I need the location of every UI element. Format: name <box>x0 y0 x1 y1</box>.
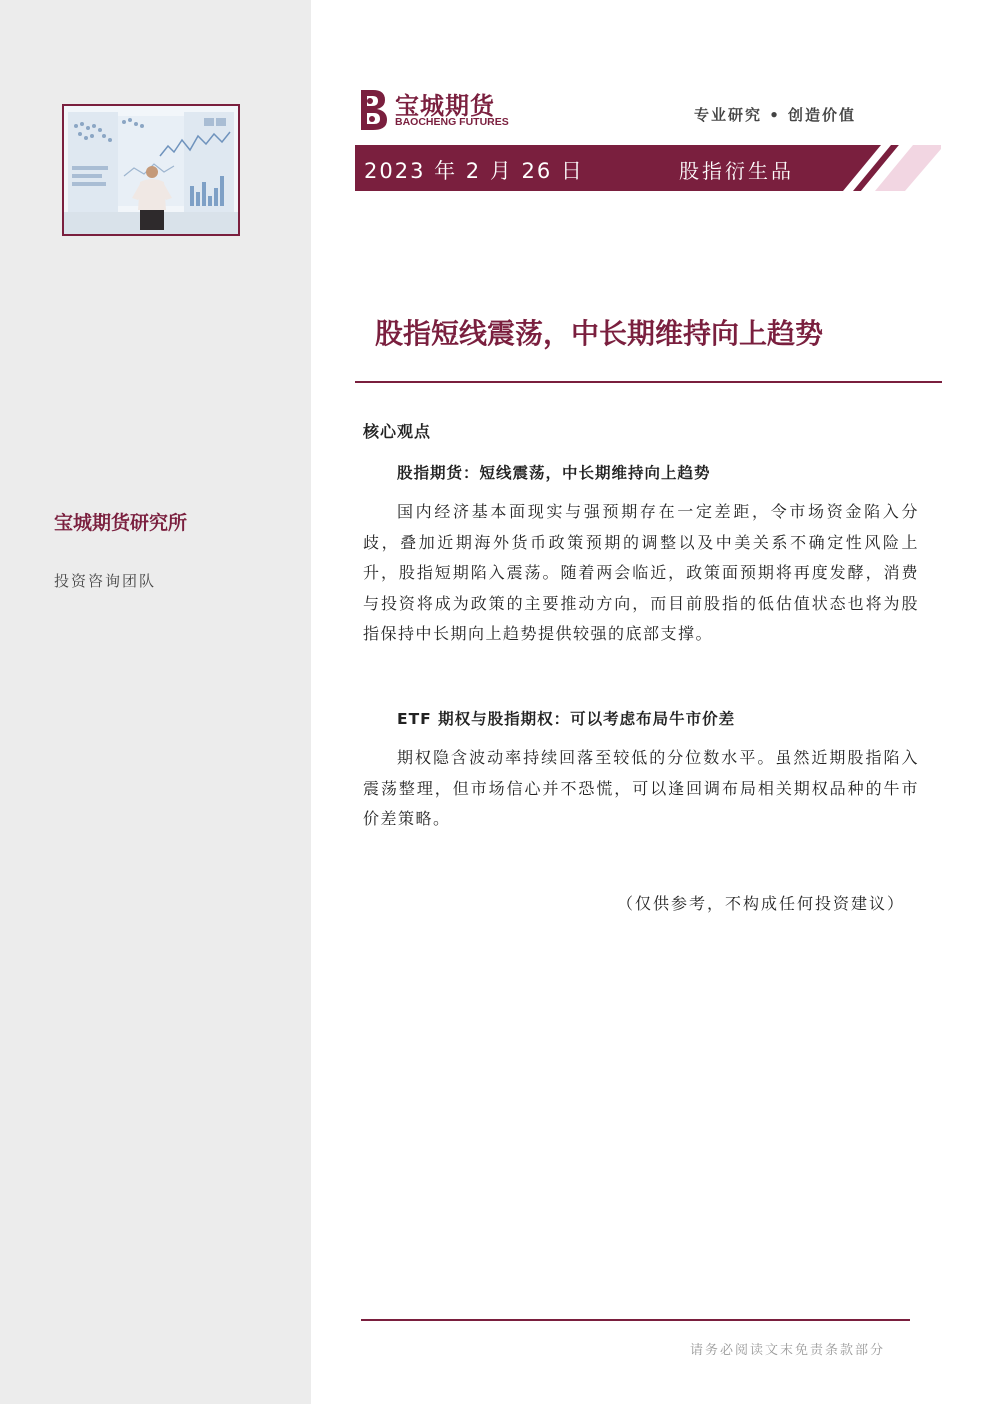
core-view-label: 核心观点 <box>363 422 432 441</box>
trader-screens-illustration <box>64 106 238 234</box>
section-body-futures: 国内经济基本面现实与强预期存在一定差距，令市场资金陷入分歧，叠加近期海外货币政策预期的调整以及中美关系不确定性风险上升，股指短期陷入震荡。随着两会临近，政策面预期将再度发酵，消费与投资将成为政策的主要推动方向，而目前股指的低估值状态也将为股指保持中长期向上趋势提供较强的底部支撑。 <box>363 502 919 643</box>
disclaimer: （仅供参考，不构成任何投资建议） <box>617 894 906 913</box>
company-logo <box>355 86 525 132</box>
report-category: 股指衍生品 <box>679 159 794 183</box>
date-banner <box>355 145 941 191</box>
section-heading-futures: 股指期货：短线震荡，中长期维持向上趋势 <box>397 464 711 482</box>
report-date: 2023 年 2 月 26 日 <box>364 159 584 183</box>
slogan: 专业研究 • 创造价值 <box>694 106 857 124</box>
report-title: 股指短线震荡，中长期维持向上趋势 <box>375 317 824 350</box>
sidebar <box>0 0 311 1404</box>
baocheng-logo-icon <box>355 86 391 132</box>
research-institute-name: 宝城期货研究所 <box>54 512 188 534</box>
section-heading-options: ETF 期权与股指期权：可以考虑布局牛市价差 <box>397 710 736 728</box>
footer-note: 请务必阅读文末免责条款部分 <box>690 1343 886 1358</box>
logo-english-text: BAOCHENG FUTURES <box>395 116 509 128</box>
team-name: 投资咨询团队 <box>54 572 157 590</box>
title-divider <box>355 381 942 383</box>
logo-chinese-text: 宝城期货 <box>395 91 495 120</box>
section-body-options: 期权隐含波动率持续回落至较低的分位数水平。虽然近期股指陷入震荡整理，但市场信心并不恐慌，可以逢回调布局相关期权品种的牛市价差策略。 <box>363 748 919 828</box>
cover-photo <box>62 104 240 236</box>
footer-divider <box>361 1319 910 1321</box>
